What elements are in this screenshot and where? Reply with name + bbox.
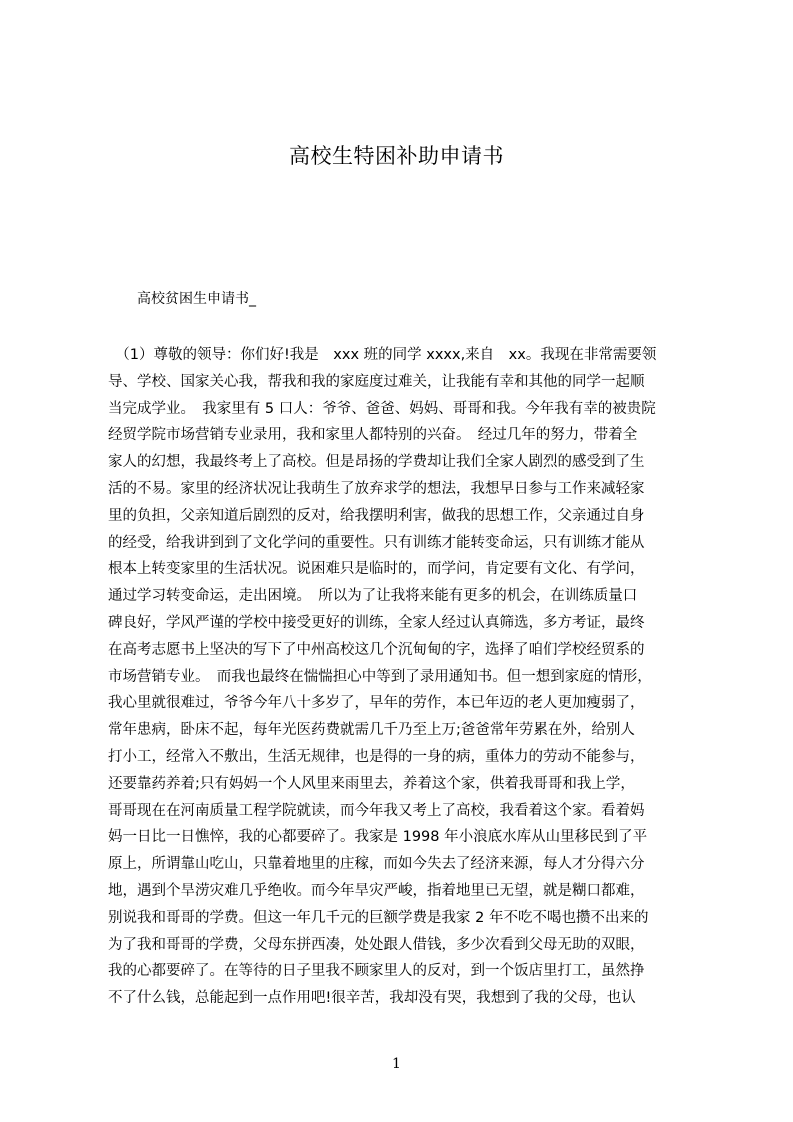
- body-line: 市场营销专业。 而我也最终在惴惴担心中等到了录用通知书。但一想到家庭的情形，: [108, 668, 652, 685]
- body-line: 导、学校、国家关心我，帮我和我的家庭度过难关，让我能有幸和其他的同学一起顺: [108, 373, 645, 390]
- body-line: 还要靠药养着;只有妈妈一个人风里来雨里去，养着这个家，供着我哥哥和我上学，: [108, 775, 635, 792]
- body-line: 我的心都要碎了。在等待的日子里我不顾家里人的反对，到一个饭店里打工，虽然挣: [108, 963, 645, 980]
- body-line: 为了我和哥哥的学费，父母东拼西凑，处处跟人借钱，多少次看到父母无助的双眼，: [108, 936, 645, 953]
- body-paragraph: [108, 342, 712, 1012]
- document-subheading: 高校贫困生申请书_: [137, 291, 256, 307]
- body-line: 哥哥现在在河南质量工程学院就读，而今年我又考上了高校，我看着这个家。看着妈: [108, 802, 645, 819]
- body-line: 经贸学院市场营销专业录用，我和家里人都特别的兴奋。 经过几年的努力，带着全: [108, 427, 638, 444]
- body-line: 活的不易。家里的经济状况让我萌生了放弃求学的想法，我想早日参与工作来减轻家: [108, 480, 645, 497]
- body-line: 常年患病，卧床不起，每年光医药费就需几千乃至上万;爸爸常年劳累在外，给别人: [108, 722, 635, 739]
- body-line: 在高考志愿书上坚决的写下了中州高校这几个沉甸甸的字，选择了咱们学校经贸系的: [108, 641, 645, 658]
- body-line: 当完成学业。 我家里有 5 口人：爷爷、爸爸、妈妈、哥哥和我。今年我有幸的被贵院: [108, 400, 656, 417]
- body-line: 打小工，经常入不敷出，生活无规律，也是得的一身的病，重体力的劳动不能参与，: [108, 748, 645, 765]
- body-line: 我心里就很难过，爷爷今年八十多岁了，早年的劳作，本已年迈的老人更加瘦弱了，: [108, 695, 645, 712]
- body-line: 里的负担，父亲知道后剧烈的反对，给我摆明利害，做我的思想工作，父亲通过自身: [108, 507, 645, 524]
- body-line: 家人的幻想，我最终考上了高校。但是昂扬的学费却让我们全家人剧烈的感受到了生: [108, 454, 645, 471]
- body-line: 别说我和哥哥的学费。但这一年几千元的巨额学费是我家 2 年不吃不喝也攒不出来的: [108, 909, 649, 926]
- body-line: 碑良好，学风严谨的学校中接受更好的训练，全家人经过认真筛选，多方考证，最终: [108, 614, 645, 631]
- body-line: 原上，所谓靠山吃山，只靠着地里的庄稼，而如今失去了经济来源，每人才分得六分: [108, 856, 645, 873]
- body-line: 不了什么钱，总能起到一点作用吧!很辛苦，我却没有哭，我想到了我的父母，也认: [108, 990, 636, 1007]
- body-line: 通过学习转变命运，走出困境。 所以为了让我将来能有更多的机会，在训练质量口: [108, 588, 638, 605]
- body-line: 的经受，给我讲到到了文化学问的重要性。只有训练才能转变命运，只有训练才能从: [108, 534, 645, 551]
- page-number: 1: [392, 1056, 401, 1072]
- body-line: （1）尊敬的领导：你们好!我是 xxx 班的同学 xxxx,来自 xx。我现在非常需要领: [108, 347, 657, 363]
- document-title: 高校生特困补助申请书: [289, 144, 504, 168]
- body-line: 根本上转变家里的生活状况。说困难只是临时的，而学问，肯定要有文化、有学问，: [108, 561, 645, 578]
- body-line: 妈一日比一日憔悴，我的心都要碎了。我家是 1998 年小浪底水库从山里移民到了平: [108, 829, 648, 846]
- body-line: 地，遇到个旱涝灾难几乎绝收。而今年旱灾严峻，指着地里已无望，就是糊口都难，: [108, 882, 645, 899]
